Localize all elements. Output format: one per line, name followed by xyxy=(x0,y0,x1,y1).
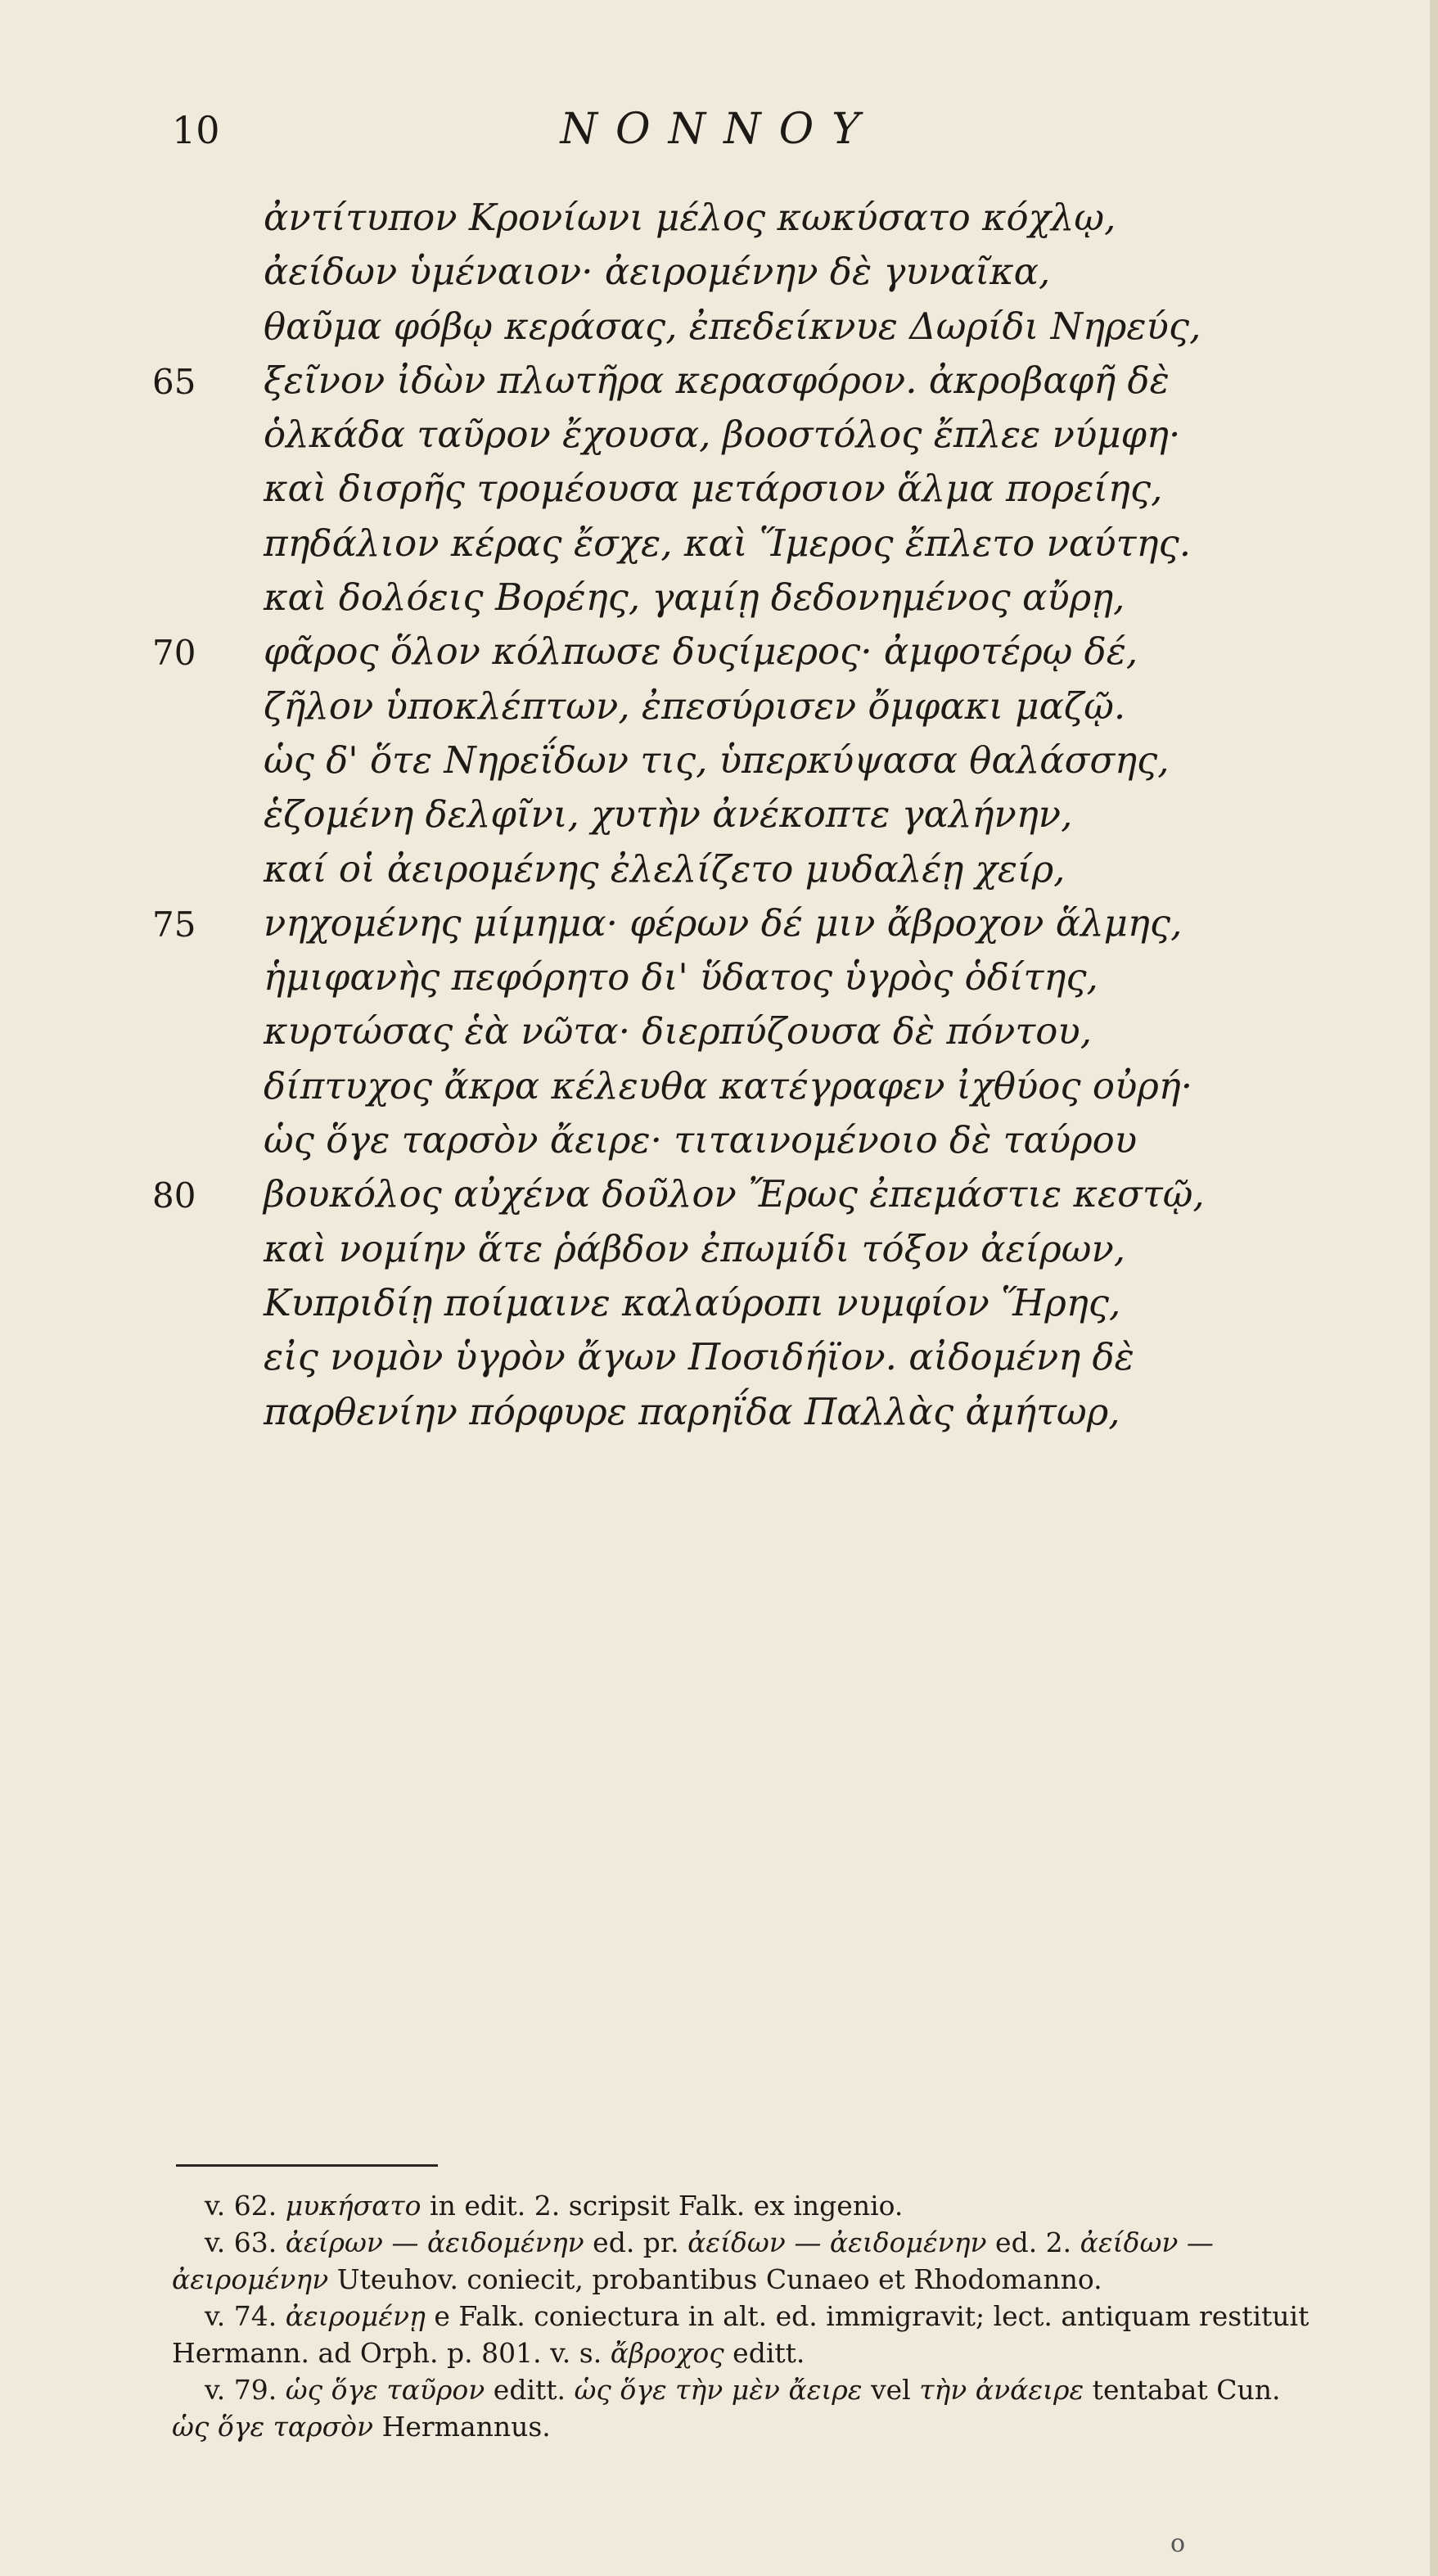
verse-line xyxy=(0,246,1438,300)
verse-text: πηδάλιον κέρας ἔσχε, καὶ Ἵμερος ἔπλετο ναύτης. xyxy=(264,521,1192,565)
verse-text: δίπτυχος ἄκρα κέλευθα κατέγραφεν ἰχθύος οὐρή· xyxy=(264,1063,1193,1108)
verse-line xyxy=(0,789,1438,843)
verse-line xyxy=(0,463,1438,517)
verse-line xyxy=(0,626,1438,680)
footnote xyxy=(172,2298,1326,2371)
footnote-greek: ἀείρων — ἀειδομένην xyxy=(285,2226,584,2258)
verse-line xyxy=(0,681,1438,735)
footnotes xyxy=(172,2187,1326,2445)
footnote-greek: ὡς ὅγε ταῦρον xyxy=(285,2374,485,2406)
footnote-text: v. 74. xyxy=(205,2300,286,2332)
verse-text: Κυπριδίῃ ποίμαινε καλαύροπι νυμφίον Ἥρης, xyxy=(264,1280,1121,1324)
verse-line xyxy=(0,898,1438,952)
verse-line xyxy=(0,1006,1438,1060)
verse-line xyxy=(0,518,1438,572)
verse-text: παρθενίην πόρφυρε παρηΐδα Παλλὰς ἀμήτωρ, xyxy=(264,1389,1120,1433)
footnote xyxy=(172,2371,1326,2445)
verse-text: ὡς δ' ὅτε Νηρεΐδων τις, ὑπερκύψασα θαλάσσης, xyxy=(264,738,1170,782)
footnote xyxy=(172,2224,1326,2298)
verse-text: ἡμιφανὴς πεφόρητο δι' ὕδατος ὑγρὸς ὁδίτης, xyxy=(264,955,1098,999)
footnote-text: v. 62. xyxy=(205,2190,286,2222)
verse-line xyxy=(0,1224,1438,1278)
verse-line xyxy=(0,1332,1438,1386)
footnote-text: Hermannus. xyxy=(373,2411,551,2443)
footnote-text: ed. 2. xyxy=(986,2226,1080,2258)
line-number: 65 xyxy=(152,361,196,402)
footnote xyxy=(172,2187,1326,2224)
footnote-greek: ὡς ὅγε ταρσὸν xyxy=(172,2411,374,2443)
footnote-greek: ἀειρομένῃ xyxy=(285,2300,426,2332)
footnote-greek: ἀείδων — ἀειρομένην xyxy=(172,2226,1214,2295)
verse-line xyxy=(0,1061,1438,1115)
verse-block xyxy=(0,192,1438,1441)
verse-line xyxy=(0,1169,1438,1223)
footnote-text: v. 63. xyxy=(205,2226,286,2258)
page-number: 10 xyxy=(172,108,220,152)
footnote-text: v. 79. xyxy=(205,2374,286,2406)
verse-text: φᾶρος ὅλον κόλπωσε δυςίμερος· ἀμφοτέρῳ δέ, xyxy=(264,629,1138,674)
footnote-greek: τὴν ἀνάειρε xyxy=(919,2374,1084,2406)
verse-line xyxy=(0,355,1438,409)
page-header xyxy=(0,105,1438,162)
footnote-text: tentabat Cun. xyxy=(1084,2374,1281,2406)
footnote-text: ed. pr. xyxy=(584,2226,688,2258)
line-number: 75 xyxy=(152,904,196,945)
verse-line xyxy=(0,952,1438,1006)
verse-text: ξεῖνον ἰδὼν πλωτῆρα κερασφόρον. ἀκροβαφῆ δὲ xyxy=(264,358,1170,402)
verse-text: ἑζομένη δελφῖνι, χυτὴν ἀνέκοπτε γαλήνην, xyxy=(264,792,1073,837)
footnote-greek: ἄβροχος xyxy=(610,2337,724,2369)
running-title: ΝΟΝΝΟΥ xyxy=(560,105,878,154)
verse-line xyxy=(0,1115,1438,1169)
footnote-text: e Falk. coniectura in alt. ed. immigravit; lect. antiquam restituit Hermann. ad Orph. p. 801. v. s. xyxy=(172,2300,1310,2369)
footnote-text: vel xyxy=(862,2374,920,2406)
footnote-greek: ἀείδων — ἀειδομένην xyxy=(687,2226,987,2258)
footnote-greek: ὡς ὅγε τὴν μὲν ἄειρε xyxy=(574,2374,863,2406)
verse-line xyxy=(0,572,1438,626)
line-number: 70 xyxy=(152,633,196,674)
page-mark: o xyxy=(1170,2529,1186,2558)
footnote-text: editt. xyxy=(724,2337,805,2369)
verse-line xyxy=(0,409,1438,463)
verse-text: καὶ δολόεις Βορέης, γαμίῃ δεδονημένος αὔρῃ, xyxy=(264,575,1125,620)
line-number: 80 xyxy=(152,1175,196,1216)
verse-text: ὁλκάδα ταῦρον ἔχουσα, βοοστόλος ἔπλεε νύμφη· xyxy=(264,413,1181,457)
verse-text: ὡς ὅγε ταρσὸν ἄειρε· τιταινομένοιο δὲ ταύρου xyxy=(264,1118,1138,1162)
verse-text: ζῆλον ὑποκλέπτων, ἐπεσύρισεν ὄμφακι μαζῷ. xyxy=(264,683,1126,728)
verse-text: καί οἱ ἀειρομένης ἐλελίζετο μυδαλέῃ χείρ, xyxy=(264,846,1066,891)
footnote-text: editt. xyxy=(485,2374,575,2406)
verse-text: καὶ νομίην ἅτε ῥάβδον ἐπωμίδι τόξον ἀείρων, xyxy=(264,1226,1126,1270)
verse-line xyxy=(0,844,1438,898)
verse-text: κυρτώσας ἑὰ νῶτα· διερπύζουσα δὲ πόντου, xyxy=(264,1009,1093,1053)
verse-text: καὶ δισρῆς τρομέουσα μετάρσιον ἅλμα πορείης, xyxy=(264,467,1163,511)
page-edge xyxy=(1430,0,1438,2576)
verse-text: ἀντίτυπον Κρονίωνι μέλος κωκύσατο κόχλῳ, xyxy=(264,196,1116,239)
verse-text: νηχομένης μίμημα· φέρων δέ μιν ἄβροχον ἅλμης, xyxy=(264,900,1183,945)
verse-text: εἰς νομὸν ὑγρὸν ἄγων Ποσιδήϊον. αἰδομένη δὲ xyxy=(264,1335,1134,1379)
verse-text: βουκόλος αὐχένα δοῦλον Ἔρως ἐπεμάστιε κεστῷ, xyxy=(264,1172,1205,1216)
verse-line xyxy=(0,192,1438,246)
verse-line xyxy=(0,1387,1438,1441)
footnote-text: in edit. 2. scripsit Falk. ex ingenio. xyxy=(421,2190,904,2222)
verse-text: ἀείδων ὑμέναιον· ἀειρομένην δὲ γυναῖκα, xyxy=(264,250,1051,294)
verse-line xyxy=(0,1278,1438,1332)
verse-line xyxy=(0,301,1438,355)
footnote-text: Uteuhov. coniecit, probantibus Cunaeo et Rhodomanno. xyxy=(328,2263,1102,2295)
verse-text: θαῦμα φόβῳ κεράσας, ἐπεδείκνυε Δωρίδι Νηρεύς, xyxy=(264,304,1201,348)
verse-line xyxy=(0,735,1438,789)
footnote-greek: μυκήσατο xyxy=(285,2190,421,2222)
footnote-rule xyxy=(176,2164,438,2167)
